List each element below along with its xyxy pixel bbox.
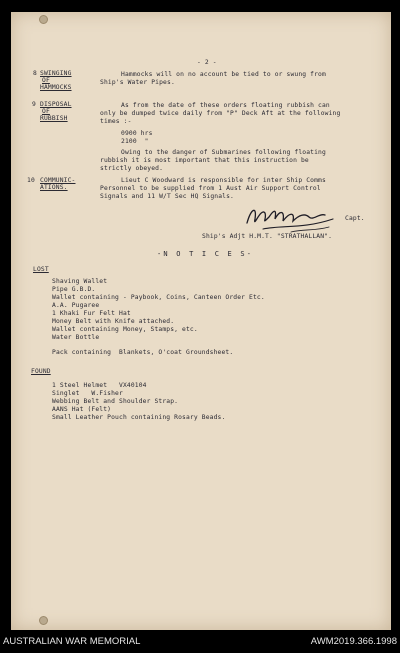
institution-label: AUSTRALIAN WAR MEMORIAL [3, 636, 141, 647]
lost-item: 1 Khaki Fur Felt Hat [52, 310, 131, 317]
page-number: - 2 - [197, 59, 217, 66]
section-9-heading-1: DISPOSAL [40, 101, 72, 108]
section-9-heading-2: OF [42, 108, 50, 115]
notices-title: -N O T I C E S- [157, 250, 254, 258]
found-item: AANS Hat (Felt) [52, 406, 112, 413]
section-9-body2-3: strictly obeyed. [100, 165, 164, 172]
lost-item: Pack containing Blankets, O'coat Groundsheet. [52, 349, 234, 356]
found-item: Singlet W.Fisher [52, 390, 123, 397]
section-10-heading-2: ATIONS. [40, 184, 68, 191]
lost-item: Money Belt with Knife attached. [52, 318, 175, 325]
signature-rank: Capt. [345, 215, 365, 222]
section-8-body-2: Ship's Water Pipes. [100, 79, 175, 86]
section-9-body2-2: rubbish it is most important that this instruction be [100, 157, 309, 164]
lost-item: Pipe G.B.D. [52, 286, 96, 293]
section-9-time-1: 0900 hrs [121, 130, 153, 137]
lost-item: Shaving Wallet [52, 278, 108, 285]
lost-item: Water Bottle [52, 334, 100, 341]
lost-item: Wallet containing Money, Stamps, etc. [52, 326, 198, 333]
found-item: Webbing Belt and Shoulder Strap. [52, 398, 179, 405]
section-8-heading-3: HAMMOCKS [40, 84, 72, 91]
section-9-body-3: times :- [100, 118, 132, 125]
section-9-time-2: 2100 " [121, 138, 149, 145]
punch-hole [39, 15, 48, 24]
signature-line: Ship's Adjt H.M.T. "STRATHALLAN". [202, 233, 333, 240]
lost-heading: LOST [33, 266, 49, 273]
found-item: 1 Steel Helmet VX40104 [52, 382, 147, 389]
section-10-body-1: Lieut C Woodward is responsible for inter Ship Comms [121, 177, 326, 184]
section-10-heading-1: COMMUNIC- [40, 177, 76, 184]
document-page [11, 12, 391, 630]
section-8-heading-2: OF [42, 77, 50, 84]
lost-item: A.A. Pugaree [52, 302, 100, 309]
section-9-number: 9 [32, 101, 36, 108]
found-item: Small Leather Pouch containing Rosary Beads. [52, 414, 226, 421]
section-9-body-2: only be dumped twice daily from "P" Deck Aft at the following [100, 110, 341, 117]
section-10-body-2: Personnel to be supplied from 1 Aust Air Support Control [100, 185, 321, 192]
section-8-heading-1: SWINGING [40, 70, 72, 77]
section-10-number: 10 [27, 177, 35, 184]
accession-number: AWM2019.366.1998 [310, 636, 397, 647]
found-heading: FOUND [31, 368, 51, 375]
section-9-body2-1: Owing to the danger of Submarines following floating [121, 149, 326, 156]
section-8-number: 8 [33, 70, 37, 77]
lost-item: Wallet containing - Paybook, Coins, Canteen Order Etc. [52, 294, 265, 301]
punch-hole [39, 616, 48, 625]
section-10-body-3: Signals and 11 W/T Sec HQ Signals. [100, 193, 234, 200]
section-8-body-1: Hammocks will on no account be tied to or swung from [121, 71, 326, 78]
section-9-body-1: As from the date of these orders floating rubbish can [121, 102, 330, 109]
section-9-heading-3: RUBBISH [40, 115, 68, 122]
